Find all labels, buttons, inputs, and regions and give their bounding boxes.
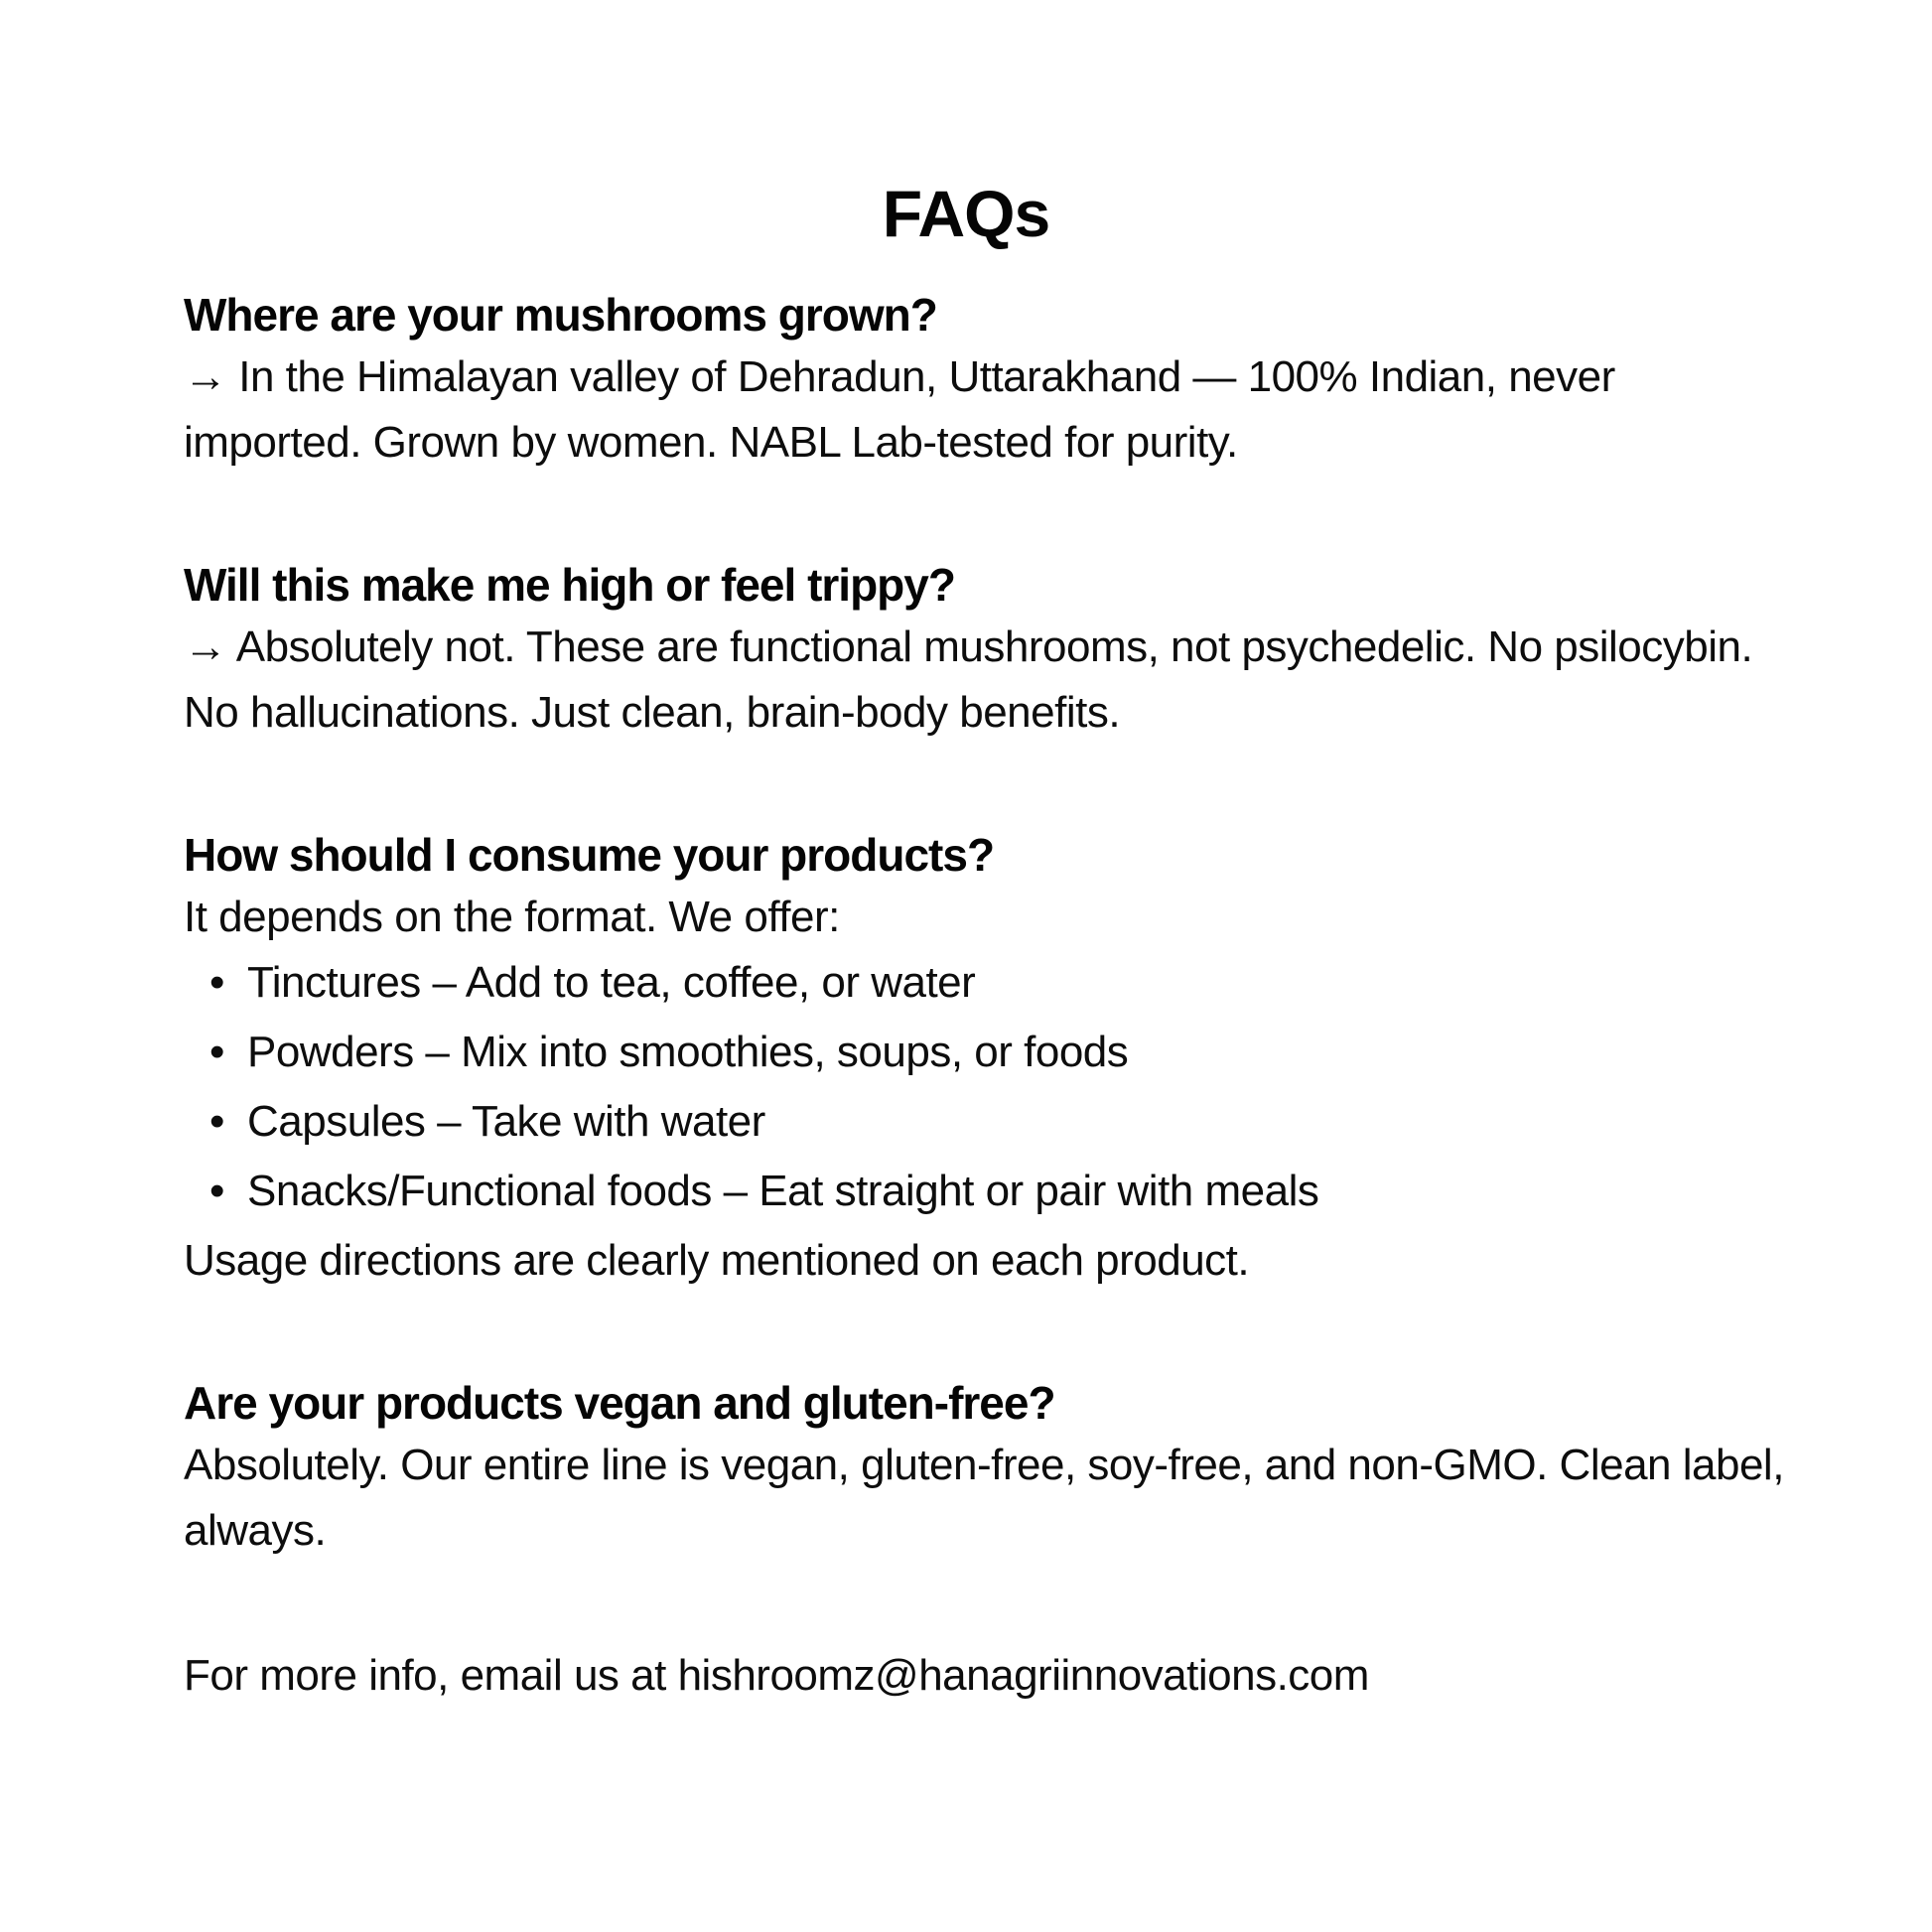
faq-question: How should I consume your products?	[184, 829, 995, 882]
list-item	[184, 1020, 1792, 1085]
list-item-text: Capsules – Take with water	[247, 1097, 765, 1147]
faq-item-vegan	[184, 1373, 1792, 1564]
faq-item-consume	[184, 825, 1792, 1294]
faq-content	[0, 285, 1792, 1709]
list-item	[184, 1159, 1792, 1224]
list-item-text: Powders – Mix into smoothies, soups, or foods	[247, 1028, 1129, 1077]
contact-email-line: For more info, email us at hishroomz@hanagriinnovations.com	[184, 1651, 1369, 1701]
faq-question: Where are your mushrooms grown?	[184, 289, 937, 342]
list-item-text: Tinctures – Add to tea, coffee, or water	[247, 958, 976, 1008]
faq-question: Are your products vegan and gluten-free?	[184, 1377, 1055, 1430]
faq-bullet-list	[184, 950, 1792, 1224]
list-item-text: Snacks/Functional foods – Eat straight or pair with meals	[247, 1167, 1319, 1216]
list-item	[184, 950, 1792, 1016]
faq-question: Will this make me high or feel trippy?	[184, 559, 955, 612]
faq-item-grown	[184, 285, 1792, 476]
faq-answer: → Absolutely not. These are functional mushrooms, not psychedelic. No psilocybin. No hallucinations. Just clean, brain-body benefits.	[184, 622, 1753, 738]
faq-list-outro: Usage directions are clearly mentioned on each product.	[184, 1236, 1250, 1286]
faq-answer: → In the Himalayan valley of Dehradun, Uttarakhand — 100% Indian, never imported. Grown by women. NABL Lab-tested for purity.	[184, 352, 1615, 468]
page-title: FAQs	[882, 177, 1050, 250]
faq-list-intro: It depends on the format. We offer:	[184, 893, 840, 942]
list-item	[184, 1089, 1792, 1155]
faq-answer: Absolutely. Our entire line is vegan, gluten-free, soy-free, and non-GMO. Clean label, always.	[184, 1441, 1784, 1556]
faq-item-trippy	[184, 555, 1792, 746]
